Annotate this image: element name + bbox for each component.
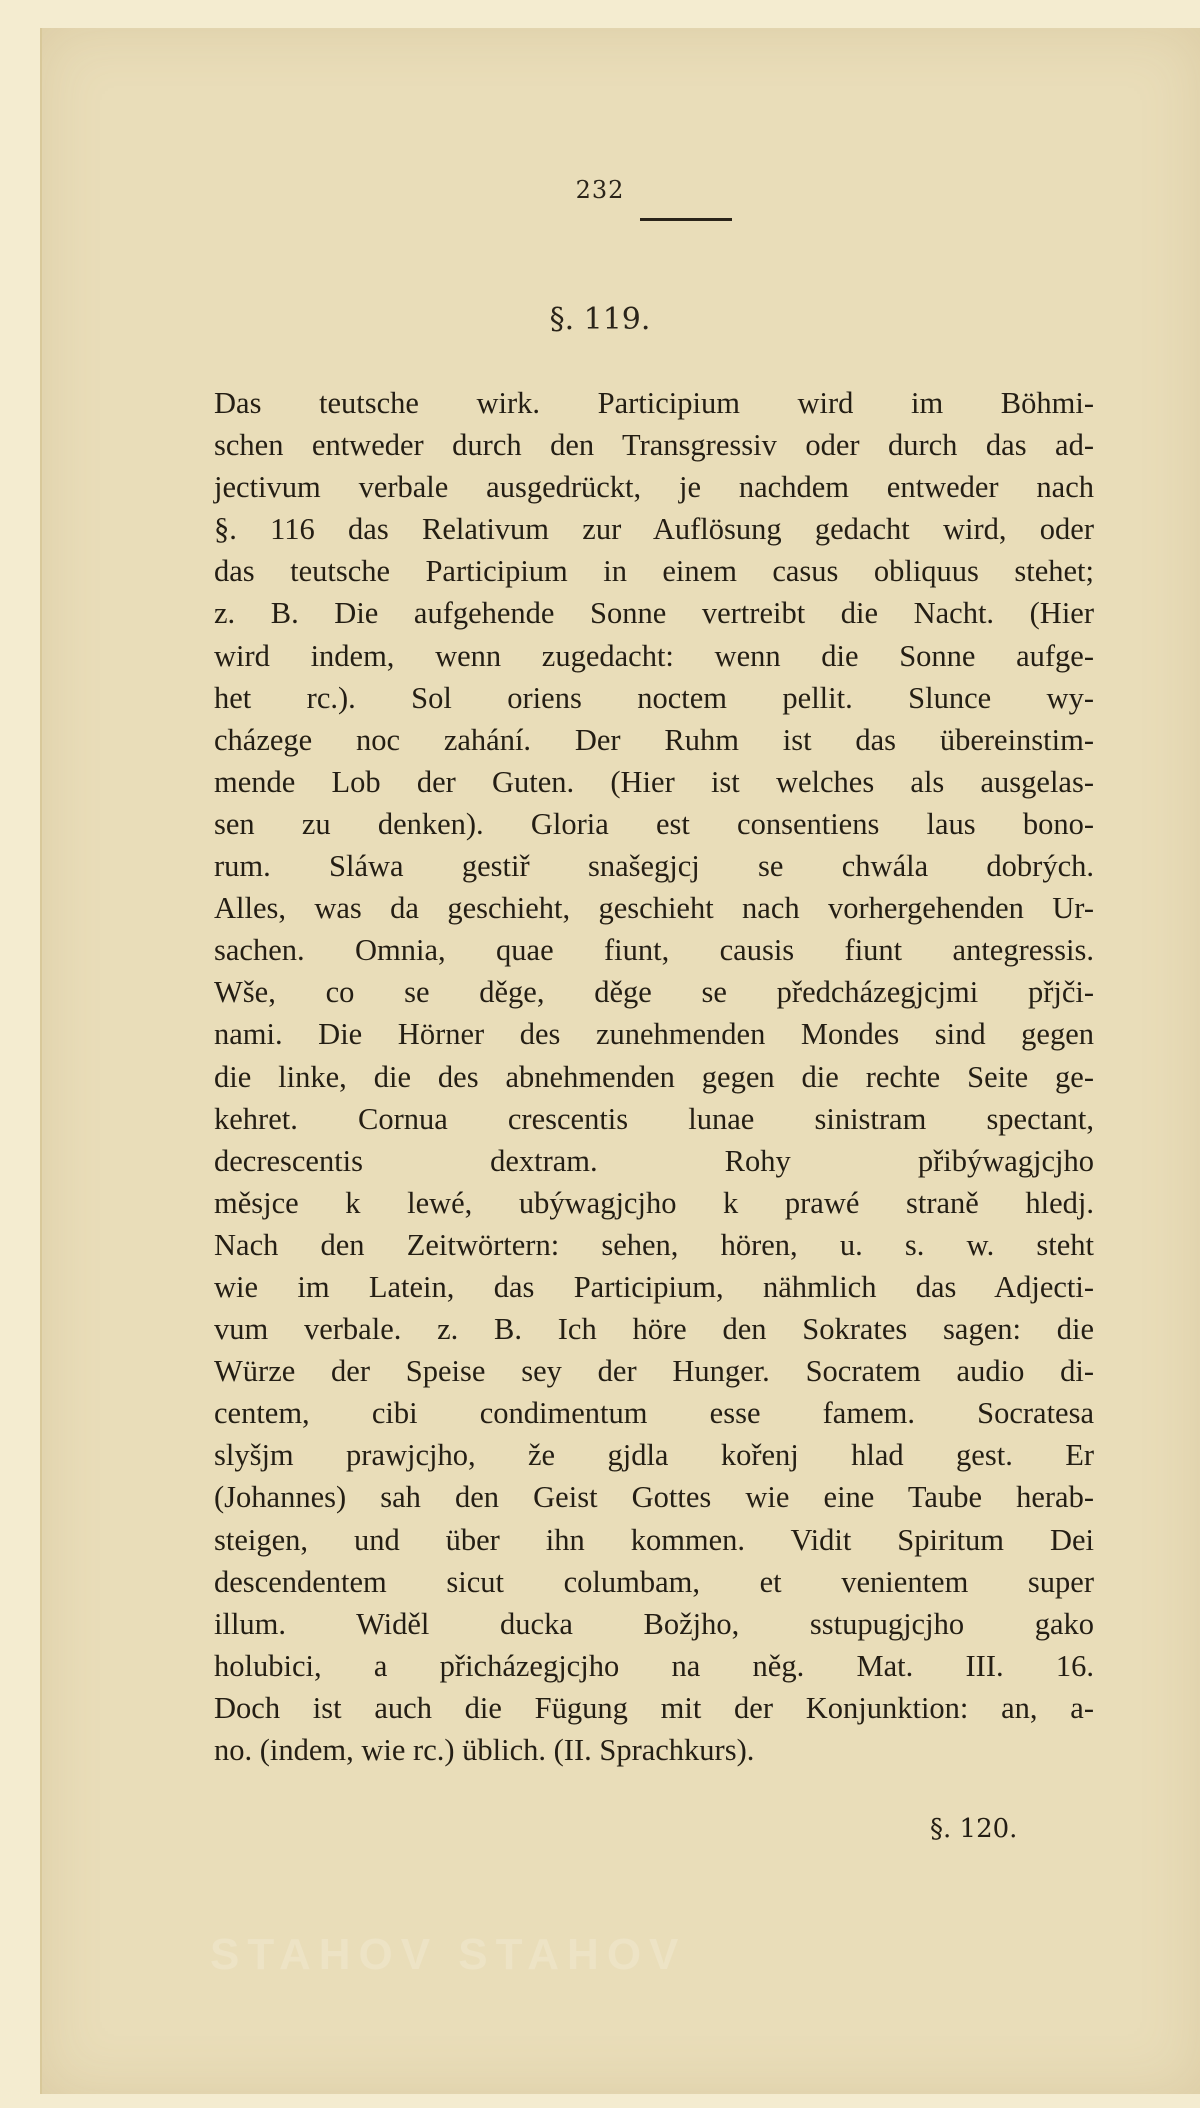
text-line: steigen, und über ihn kommen. Vidit Spiritum Dei [214,1522,1094,1557]
text-line: Wše, co se děge, děge se předcházegjcjmi přjči- [214,975,1094,1010]
text-line: die linke, die des abnehmenden gegen die rechte Seite ge- [214,1059,1094,1094]
text-line: wird indem, wenn zugedacht: wenn die Sonne aufge- [214,638,1094,673]
text-line: no. (indem, wie rc.) üblich. (II. Sprachkurs). [214,1733,755,1767]
text-line: decrescentis dextram. Rohy přibýwagjcjho [214,1143,1094,1178]
text-line: Würze der Speise sey der Hunger. Socratem audio di- [214,1354,1094,1389]
header-rule [640,218,732,221]
text-line: cházege noc zahání. Der Ruhm ist das übereinstim- [214,722,1094,757]
text-line: Das teutsche wirk. Participium wird im Böhmi- [214,386,1094,420]
text-line: §. 116 das Relativum zur Auflösung gedacht wird, oder [214,512,1094,547]
text-line: descendentem sicut columbam, et venientem super [214,1564,1094,1599]
text-line: sen zu denken). Gloria est consentiens laus bono- [214,806,1094,841]
text-line: schen entweder durch den Transgressiv oder durch das ad- [214,428,1094,463]
text-line: slyšjm prawjcjho, že gjdla kořenj hlad gest. Er [214,1438,1094,1473]
text-line: vum verbale. z. B. Ich höre den Sokrates sagen: die [214,1312,1094,1347]
text-line: het rc.). Sol oriens noctem pellit. Slunce wy- [214,680,1094,715]
text-line: wie im Latein, das Participium, nähmlich das Adjecti- [214,1269,1094,1304]
text-line: holubici, a přicházegjcjho na něg. Mat. III. 16. [214,1648,1094,1683]
body-text [214,382,1094,1771]
catchword: §. 120. [930,1814,1018,1844]
text-line: sachen. Omnia, quae fiunt, causis fiunt antegressis. [214,933,1094,968]
text-line: das teutsche Participium in einem casus obliquus stehet; [214,554,1094,589]
page-number: 232 [575,176,625,204]
text-line: kehret. Cornua crescentis lunae sinistram spectant, [214,1101,1094,1136]
text-line: Nach den Zeitwörtern: sehen, hören, u. s. w. steht [214,1227,1094,1262]
text-line: rum. Sláwa gestiř snašegjcj se chwála dobrých. [214,849,1094,884]
text-line: Alles, was da geschieht, geschieht nach vorhergehenden Ur- [214,891,1094,926]
text-line: illum. Widěl ducka Božjho, sstupugjcjho gako [214,1606,1094,1641]
text-line: centem, cibi condimentum esse famem. Socratesa [214,1396,1094,1431]
text-line: (Johannes) sah den Geist Gottes wie eine Taube herab- [214,1480,1094,1515]
section-heading: §. 119. [549,302,651,337]
text-line: měsjce k lewé, ubýwagjcjho k prawé straně hledj. [214,1185,1094,1220]
text-line: jectivum verbale ausgedrückt, je nachdem entweder nach [214,470,1094,505]
text-line: z. B. Die aufgehende Sonne vertreibt die Nacht. (Hier [214,596,1094,631]
watermark: STAHOV STAHOV [210,1930,687,1979]
text-line: mende Lob der Guten. (Hier ist welches als ausgelas- [214,764,1094,799]
text-line: Doch ist auch die Fügung mit der Konjunktion: an, a- [214,1690,1094,1725]
text-line: nami. Die Hörner des zunehmenden Mondes sind gegen [214,1017,1094,1052]
